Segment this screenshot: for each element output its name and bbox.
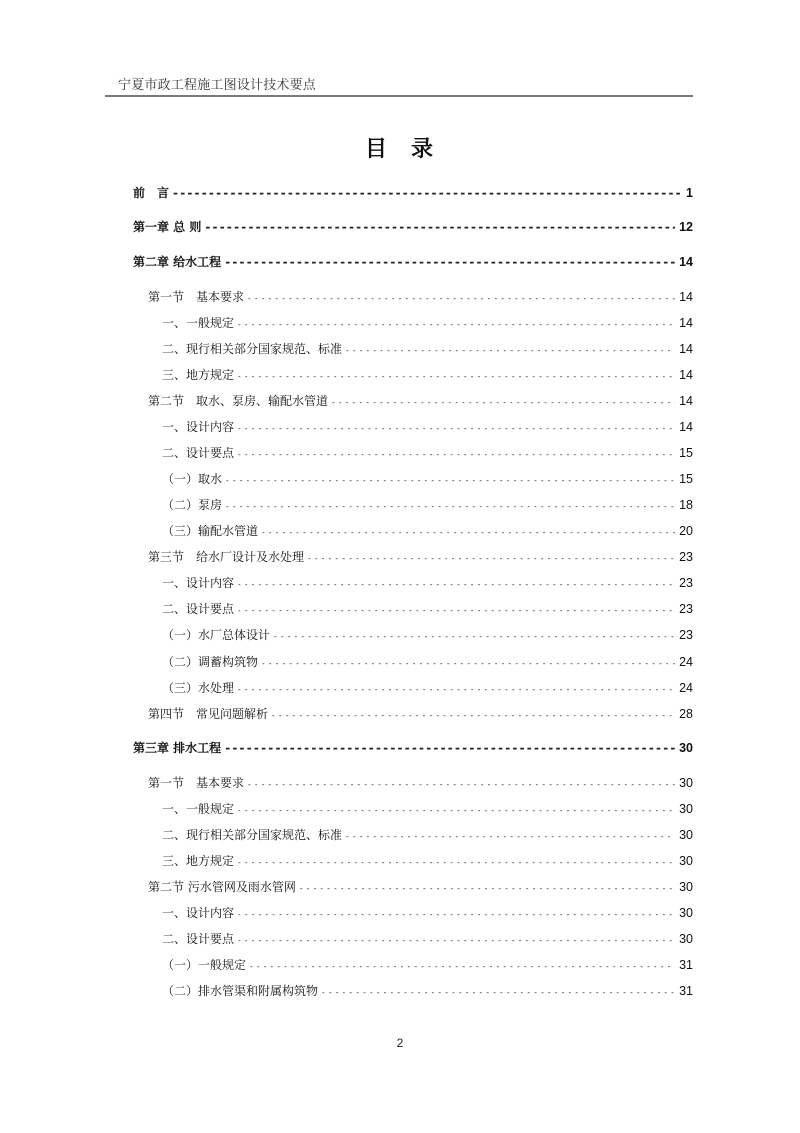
dot-leader bbox=[300, 880, 675, 894]
toc-entry-label: 一、一般规定 bbox=[162, 316, 235, 330]
dot-leader bbox=[225, 741, 675, 755]
dot-leader bbox=[308, 550, 675, 564]
toc-entry-page: 30 bbox=[679, 932, 693, 946]
dot-leader bbox=[238, 602, 675, 616]
toc-entry-label: 一、设计内容 bbox=[162, 420, 235, 434]
toc-entry-label: 第一章 总 则 bbox=[133, 220, 202, 234]
dot-leader bbox=[205, 220, 675, 234]
toc-entry-chapter[interactable] bbox=[133, 218, 693, 238]
dot-leader bbox=[262, 655, 675, 669]
toc-entry-page: 30 bbox=[679, 906, 693, 920]
toc-entry-page: 23 bbox=[679, 576, 693, 590]
toc-entry-label: 第一节 基本要求 bbox=[148, 290, 245, 304]
toc-title bbox=[0, 132, 800, 163]
toc-entry-label: 二、设计要点 bbox=[162, 932, 235, 946]
toc-entry-page: 14 bbox=[679, 420, 693, 434]
toc-entry-page: 30 bbox=[679, 741, 693, 755]
toc-entry-label: 二、现行相关部分国家规范、标准 bbox=[162, 342, 343, 356]
toc-entry-page: 23 bbox=[679, 602, 693, 616]
toc-entry-subitem[interactable] bbox=[162, 496, 693, 516]
toc-entry-page: 15 bbox=[679, 472, 693, 486]
dot-leader bbox=[262, 524, 675, 538]
toc-entry-subitem[interactable] bbox=[162, 956, 693, 976]
toc-entry-item[interactable] bbox=[162, 930, 693, 950]
toc-entry-page: 24 bbox=[679, 681, 693, 695]
toc-entry-label: （二）排水管渠和附属构筑物 bbox=[162, 984, 319, 998]
toc-entry-label: 一、设计内容 bbox=[162, 906, 235, 920]
toc-entry-section[interactable] bbox=[148, 878, 693, 898]
toc-entry-page: 14 bbox=[679, 316, 693, 330]
toc-entry-item[interactable] bbox=[162, 418, 693, 438]
toc-entry-page: 23 bbox=[679, 550, 693, 564]
toc-entry-page: 15 bbox=[679, 446, 693, 460]
dot-leader bbox=[238, 681, 675, 695]
toc-entry-section[interactable] bbox=[148, 705, 693, 725]
toc-entry-section[interactable] bbox=[148, 392, 693, 412]
dot-leader bbox=[238, 802, 675, 816]
dot-leader bbox=[248, 776, 675, 790]
toc-entry-label: （二）泵房 bbox=[162, 498, 223, 512]
toc-entry-page: 18 bbox=[679, 498, 693, 512]
toc-entry-subitem[interactable] bbox=[162, 679, 693, 699]
toc-entry-page: 14 bbox=[679, 368, 693, 382]
toc-entry-label: 第一节 基本要求 bbox=[148, 776, 245, 790]
dot-leader bbox=[346, 342, 675, 356]
toc-title-char-2: 录 bbox=[411, 137, 436, 162]
toc-entry-item[interactable] bbox=[162, 904, 693, 924]
toc-entry-page: 1 bbox=[686, 186, 693, 200]
toc-entry-subitem[interactable] bbox=[162, 470, 693, 490]
dot-leader bbox=[322, 984, 675, 998]
toc-entry-label: 前 言 bbox=[133, 186, 170, 200]
toc-entry-page: 30 bbox=[679, 880, 693, 894]
dot-leader bbox=[238, 420, 675, 434]
toc-entry-subitem[interactable] bbox=[162, 982, 693, 1002]
toc-entry-item[interactable] bbox=[162, 314, 693, 334]
toc-entry-label: 二、设计要点 bbox=[162, 446, 235, 460]
page-number: 2 bbox=[396, 1036, 404, 1050]
toc-entry-page: 30 bbox=[679, 776, 693, 790]
toc-entry-subitem[interactable] bbox=[162, 626, 693, 646]
toc-entry-label: （二）调蓄构筑物 bbox=[162, 655, 259, 669]
toc-entry-label: （一）取水 bbox=[162, 472, 223, 486]
toc-entry-page: 30 bbox=[679, 828, 693, 842]
toc-entry-label: 第四节 常见问题解析 bbox=[148, 707, 269, 721]
toc-title-char-1: 目 bbox=[364, 137, 389, 162]
toc-entry-label: 二、设计要点 bbox=[162, 602, 235, 616]
toc-entry-label: 第二章 给水工程 bbox=[133, 255, 222, 269]
toc-entry-item[interactable] bbox=[162, 574, 693, 594]
toc-entry-chapter[interactable] bbox=[133, 739, 693, 759]
toc-entry-label: （一）水厂总体设计 bbox=[162, 628, 271, 642]
toc-entry-label: 第三章 排水工程 bbox=[133, 741, 222, 755]
toc-entry-item[interactable] bbox=[162, 340, 693, 360]
toc-entry-label: 第二节 污水管网及雨水管网 bbox=[148, 880, 296, 894]
toc-entry-label: 三、地方规定 bbox=[162, 368, 235, 382]
toc-entry-page: 14 bbox=[679, 394, 693, 408]
dot-leader bbox=[248, 290, 675, 304]
dot-leader bbox=[272, 707, 675, 721]
dot-leader bbox=[238, 576, 675, 590]
toc-entry-page: 14 bbox=[679, 255, 693, 269]
toc-entry-item[interactable] bbox=[162, 366, 693, 386]
toc-entry-chapter[interactable] bbox=[133, 253, 693, 273]
toc-entry-page: 20 bbox=[679, 524, 693, 538]
dot-leader bbox=[226, 498, 675, 512]
toc-entry-label: 一、设计内容 bbox=[162, 576, 235, 590]
toc-entry-page: 31 bbox=[679, 958, 693, 972]
toc-entry-page: 14 bbox=[679, 290, 693, 304]
toc-entry-item[interactable] bbox=[162, 444, 693, 464]
running-header: 宁夏市政工程施工图设计技术要点 bbox=[118, 78, 317, 93]
toc-entry-chapter[interactable] bbox=[133, 184, 693, 204]
toc-entry-label: （三）输配水管道 bbox=[162, 524, 259, 538]
dot-leader bbox=[332, 394, 675, 408]
dot-leader bbox=[238, 446, 675, 460]
toc-entry-label: 二、现行相关部分国家规范、标准 bbox=[162, 828, 343, 842]
dot-leader bbox=[225, 255, 675, 269]
toc-entry-subitem[interactable] bbox=[162, 653, 693, 673]
dot-leader bbox=[238, 854, 675, 868]
toc-entry-page: 12 bbox=[679, 220, 693, 234]
dot-leader bbox=[346, 828, 675, 842]
toc-entry-subitem[interactable] bbox=[162, 522, 693, 542]
toc-entry-page: 24 bbox=[679, 655, 693, 669]
dot-leader bbox=[238, 906, 675, 920]
toc-entry-label: 第二节 取水、泵房、输配水管道 bbox=[148, 394, 329, 408]
toc-entry-label: （三）水处理 bbox=[162, 681, 235, 695]
toc-entry-label: （一）一般规定 bbox=[162, 958, 247, 972]
toc-entry-section[interactable] bbox=[148, 774, 693, 794]
dot-leader bbox=[250, 958, 675, 972]
toc-entry-item[interactable] bbox=[162, 852, 693, 872]
toc-entry-page: 28 bbox=[679, 707, 693, 721]
dot-leader bbox=[238, 368, 675, 382]
toc-entry-item[interactable] bbox=[162, 826, 693, 846]
dot-leader bbox=[173, 186, 682, 200]
toc-entry-label: 三、地方规定 bbox=[162, 854, 235, 868]
toc-entry-label: 一、一般规定 bbox=[162, 802, 235, 816]
dot-leader bbox=[238, 932, 675, 946]
toc-entry-section[interactable] bbox=[148, 548, 693, 568]
toc-entry-page: 31 bbox=[679, 984, 693, 998]
toc-entry-item[interactable] bbox=[162, 600, 693, 620]
dot-leader bbox=[238, 316, 675, 330]
dot-leader bbox=[274, 628, 675, 642]
toc-entry-page: 30 bbox=[679, 854, 693, 868]
dot-leader bbox=[226, 472, 675, 486]
toc-entry-page: 14 bbox=[679, 342, 693, 356]
toc-entry-page: 23 bbox=[679, 628, 693, 642]
toc-entry-item[interactable] bbox=[162, 800, 693, 820]
toc-entry-page: 30 bbox=[679, 802, 693, 816]
toc-entry-section[interactable] bbox=[148, 288, 693, 308]
header-divider bbox=[105, 95, 693, 97]
toc-entry-label: 第三节 给水厂设计及水处理 bbox=[148, 550, 305, 564]
